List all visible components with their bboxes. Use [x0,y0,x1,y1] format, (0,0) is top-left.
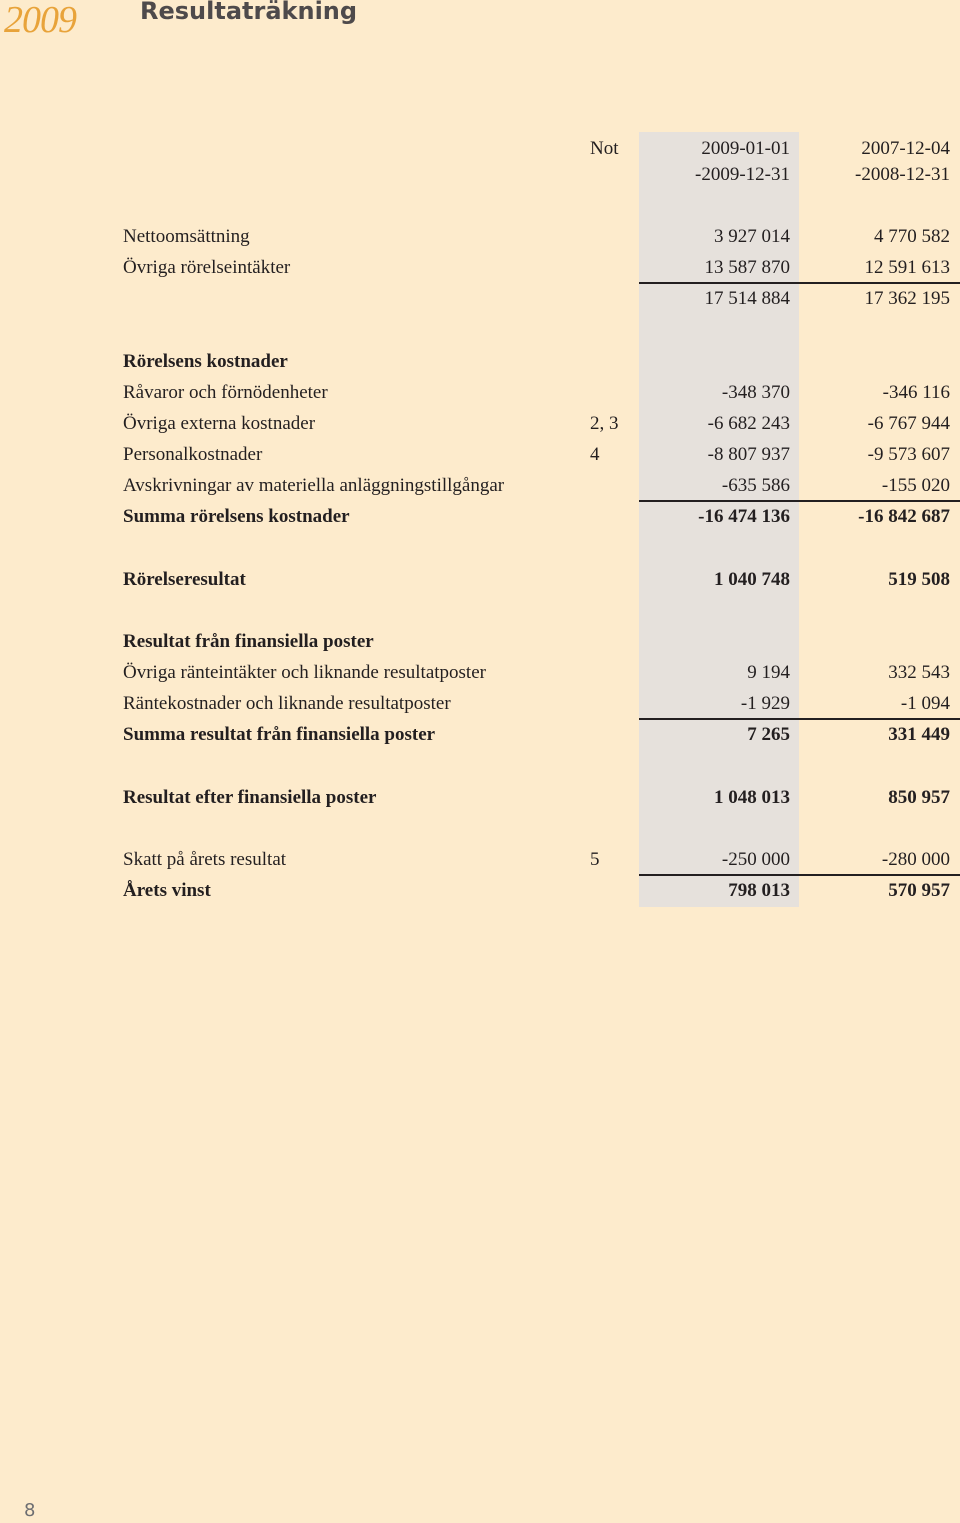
row-value-2008: 17 362 195 [864,288,950,309]
row-value-2008: -9 573 607 [867,444,950,465]
row-value-2008: 331 449 [888,724,950,745]
row-label: Övriga ränteintäkter och liknande resultatposter [123,662,486,683]
row-value-2009: 1 048 013 [714,787,790,808]
row-label: Nettoomsättning [123,226,250,247]
row-value-2008: 519 508 [888,569,950,590]
row-value-2009: -16 474 136 [698,506,790,527]
period-2008-to: -2008-12-31 [855,164,950,185]
row-value-2009: 13 587 870 [704,257,790,278]
row-value-2009: -1 929 [740,693,790,714]
row-value-2008: -6 767 944 [867,413,950,434]
row-value-2008: -346 116 [882,382,950,403]
row-value-2009: -8 807 937 [707,444,790,465]
page-number: 8 [24,1500,36,1521]
row-label: Årets vinst [123,880,211,901]
row-label: Summa resultat från finansiella poster [123,724,436,745]
row-note: 5 [590,849,600,870]
not-column-header: Not [590,138,619,159]
row-value-2008: -1 094 [900,693,950,714]
row-value-2009: 798 013 [728,880,790,901]
subtotal-rule [639,282,960,284]
row-value-2008: 4 770 582 [874,226,950,247]
row-note: 4 [590,444,600,465]
row-note: 2, 3 [590,413,619,434]
row-value-2009: 3 927 014 [714,226,790,247]
period-2009-from: 2009-01-01 [701,138,790,159]
row-label: Räntekostnader och liknande resultatposter [123,693,451,714]
row-value-2009: 17 514 884 [704,288,790,309]
row-label: Övriga externa kostnader [123,413,316,434]
row-label: Resultat efter finansiella poster [123,787,377,808]
row-label: Summa rörelsens kostnader [123,506,350,527]
row-value-2008: 12 591 613 [864,257,950,278]
row-value-2008: 850 957 [888,787,950,808]
row-value-2008: -16 842 687 [858,506,950,527]
section-heading: Rörelsens kostnader [123,351,288,372]
row-label: Avskrivningar av materiella anläggningstillgångar [123,475,505,496]
row-value-2008: 332 543 [888,662,950,683]
row-value-2009: 1 040 748 [714,569,790,590]
subtotal-rule [639,718,960,720]
row-value-2009: 9 194 [747,662,790,683]
row-label: Skatt på årets resultat [123,849,287,870]
row-value-2009: -6 682 243 [707,413,790,434]
row-label: Personalkostnader [123,444,263,465]
subtotal-rule [639,500,960,502]
period-2008-from: 2007-12-04 [861,138,950,159]
row-value-2009: -635 586 [721,475,790,496]
period-2009-to: -2009-12-31 [695,164,790,185]
row-label: Övriga rörelseintäkter [123,257,291,278]
row-label: Rörelseresultat [123,569,246,590]
row-value-2009: 7 265 [747,724,790,745]
row-value-2009: -250 000 [721,849,790,870]
section-heading: Resultat från finansiella poster [123,631,374,652]
row-value-2008: -280 000 [881,849,950,870]
subtotal-rule [639,874,960,876]
row-value-2008: 570 957 [888,880,950,901]
year-label: 2009 [4,0,76,41]
row-value-2009: -348 370 [721,382,790,403]
page-title: Resultaträkning [140,0,358,25]
row-label: Råvaror och förnödenheter [123,382,328,403]
row-value-2008: -155 020 [881,475,950,496]
